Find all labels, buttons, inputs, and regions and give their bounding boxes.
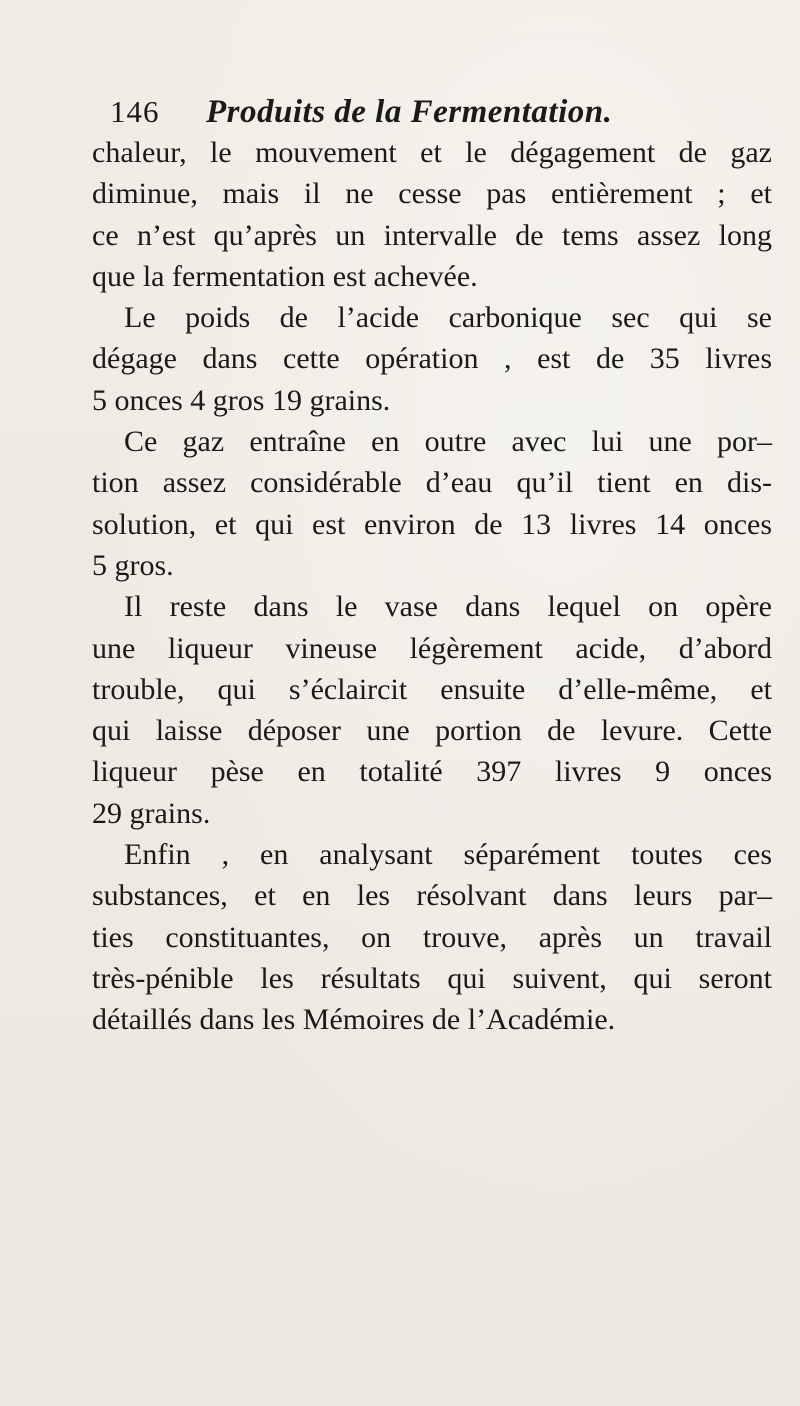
text-line: Ce gaz entraîne en outre avec lui une por– (124, 425, 772, 459)
text-line: Enfin , en analysant séparément toutes ces (124, 838, 772, 872)
text-line: 5 onces 4 gros 19 grains. (92, 383, 391, 417)
text-line: chaleur, le mouvement et le dégagement de gaz (92, 136, 772, 169)
text-line: qui laisse déposer une portion de levure. Cette (92, 714, 772, 748)
text-line: 5 gros. (92, 548, 174, 582)
body-text (92, 132, 772, 1041)
text-line: très-pénible les résultats qui suivent, qui seront (92, 961, 772, 995)
text-line: une liqueur vineuse légèrement acide, d’abord (92, 631, 772, 665)
text-line: trouble, qui s’éclaircit ensuite d’elle-même, et (92, 672, 772, 706)
text-line: liqueur pèse en totalité 397 livres 9 onces (92, 755, 772, 789)
text-line: solution, et qui est environ de 13 livres 14 onces (92, 507, 772, 541)
text-line: ce n’est qu’après un intervalle de tems assez long (92, 218, 772, 252)
running-head (110, 92, 670, 132)
text-line: détaillés dans les Mémoires de l’Académie. (92, 1003, 616, 1037)
text-line: substances, et en les résolvant dans leurs par– (92, 879, 772, 913)
page-number: 146 (110, 94, 160, 129)
text-line: que la fermentation est achevée. (92, 259, 478, 293)
text-line: 29 grains. (92, 796, 211, 830)
text-line: Il reste dans le vase dans lequel on opère (124, 590, 772, 624)
text-line: Le poids de l’acide carbonique sec qui se (124, 301, 772, 335)
text-line: tion assez considérable d’eau qu’il tient en dis- (92, 466, 772, 500)
running-title: Produits de la Fermentation. (206, 94, 613, 130)
text-line: ties constituantes, on trouve, après un travail (92, 920, 772, 954)
text-line: diminue, mais il ne cesse pas entièrement ; et (92, 177, 772, 211)
text-line: dégage dans cette opération , est de 35 livres (92, 342, 772, 376)
